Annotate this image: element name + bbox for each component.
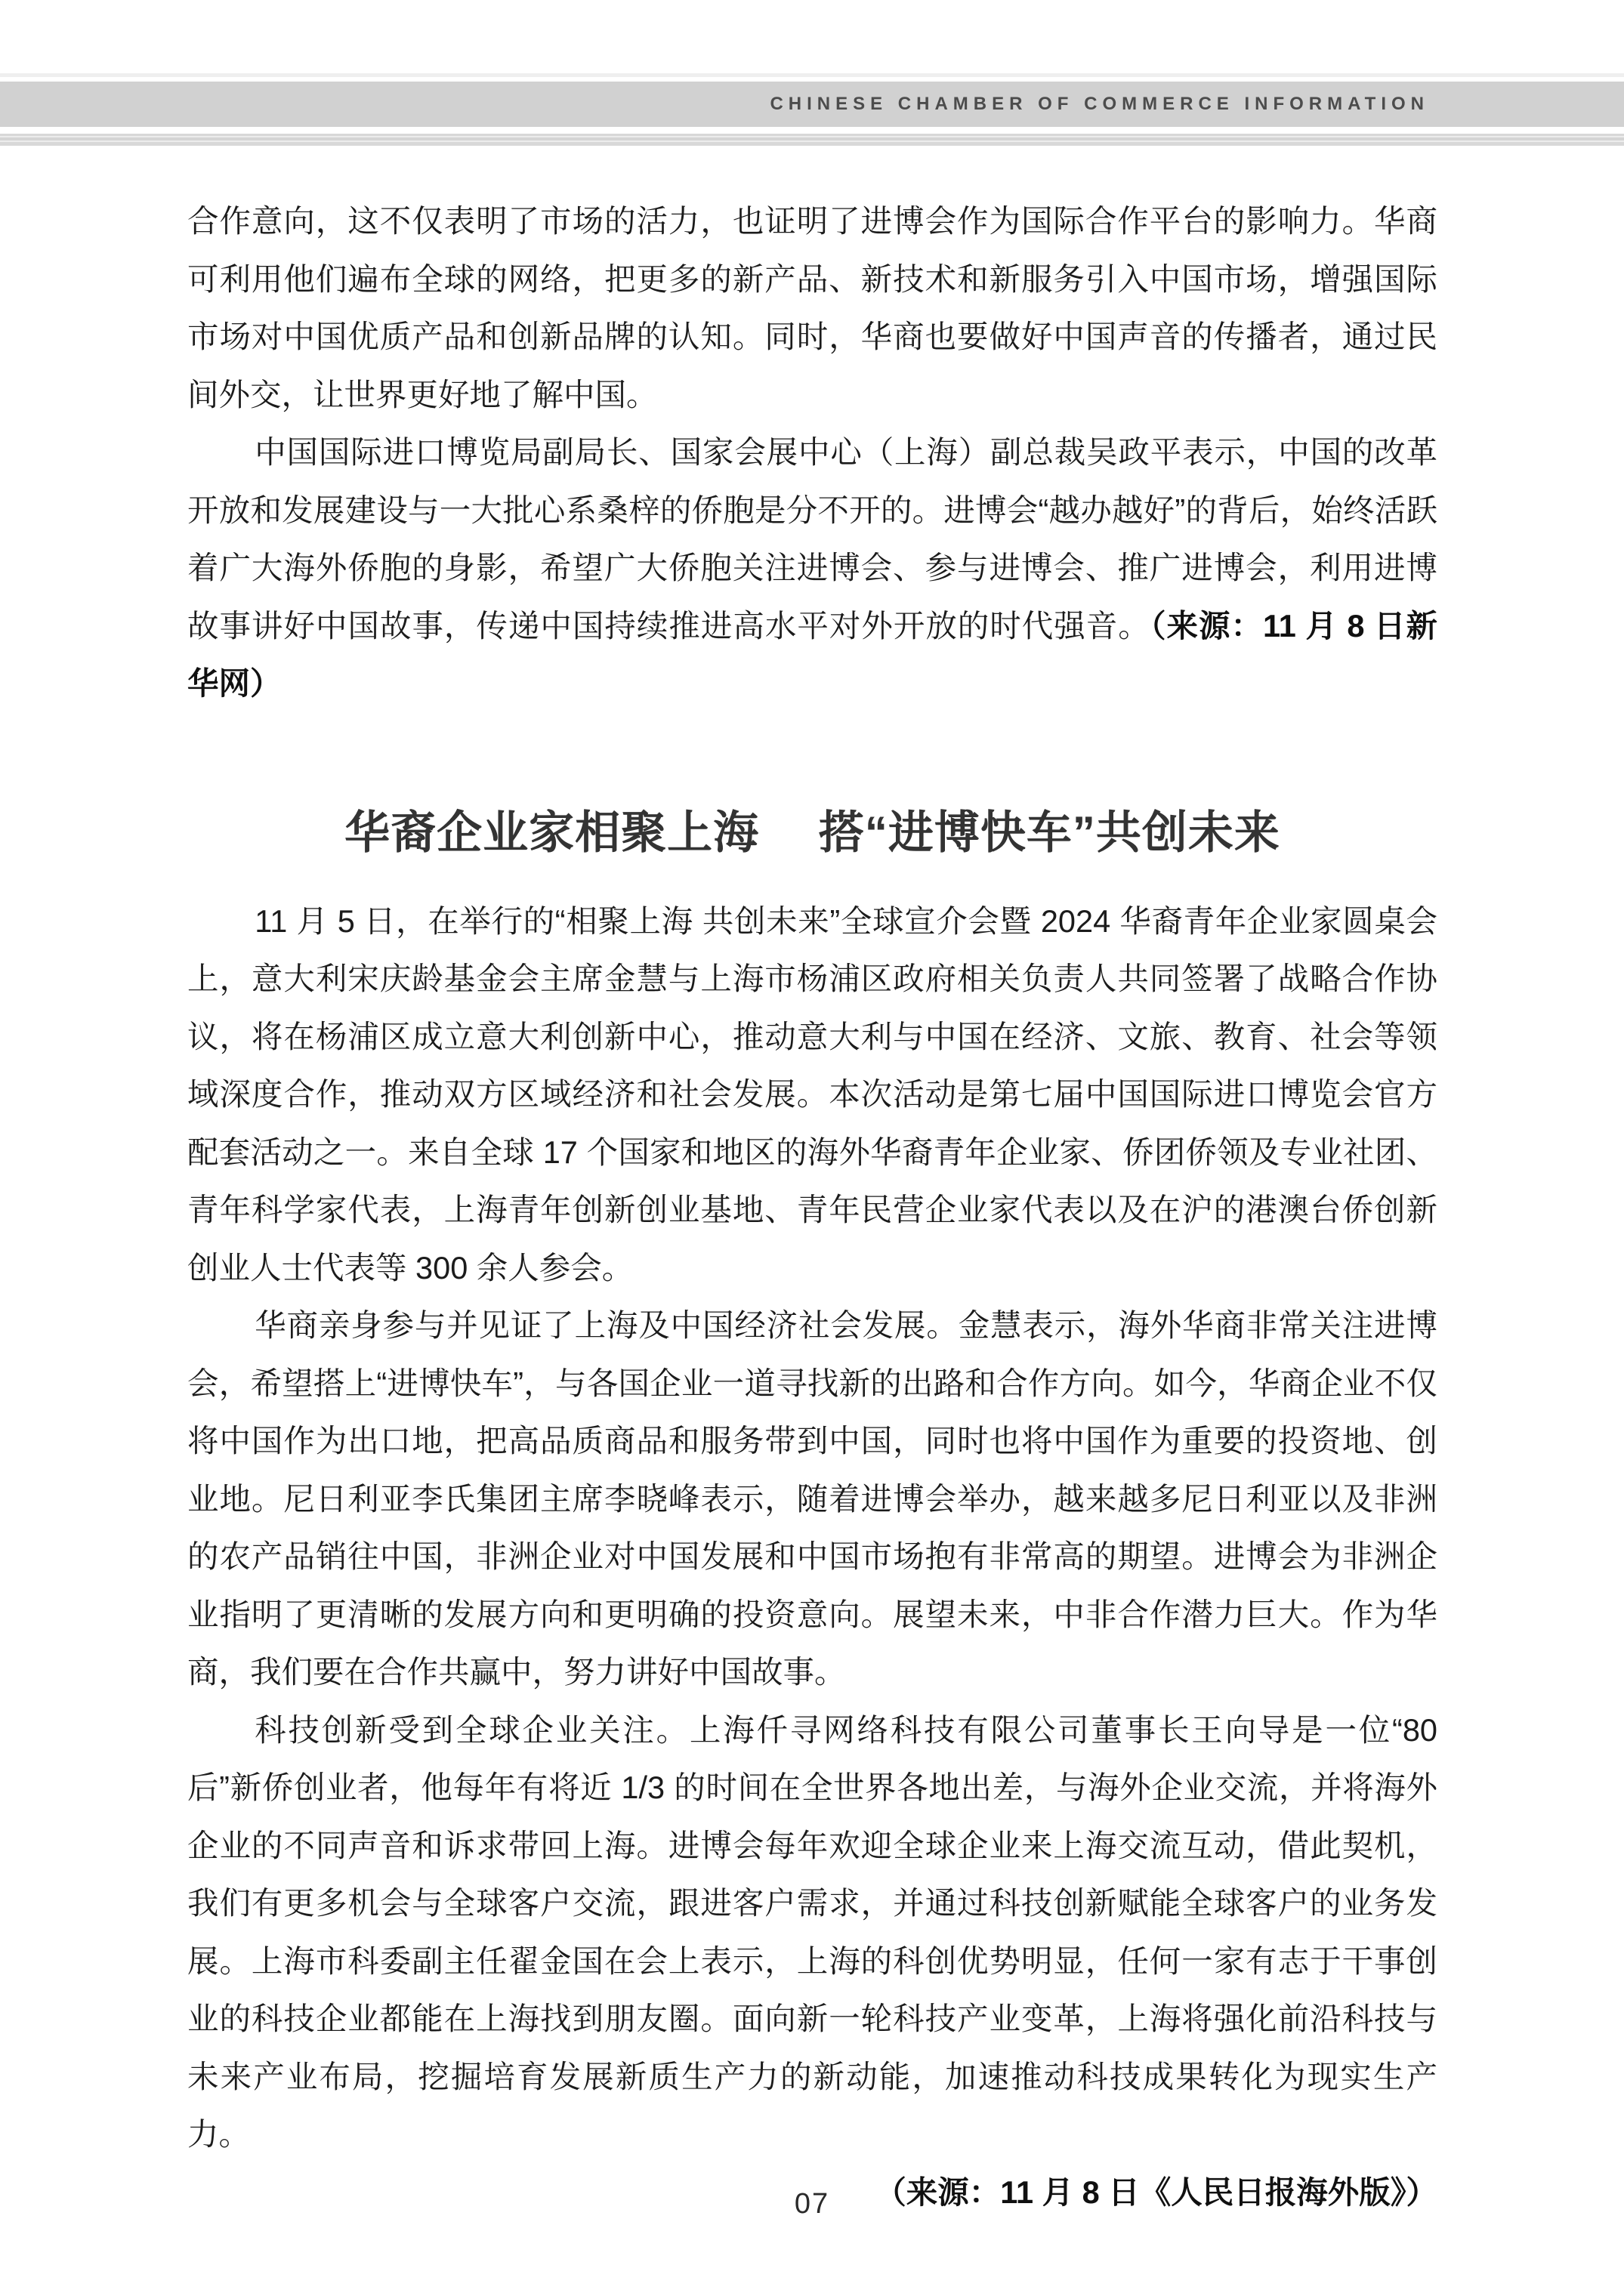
paragraph-continued: 合作意向，这不仅表明了市场的活力，也证明了进博会作为国际合作平台的影响力。华商可利用他们遍布全球的网络，把更多的新产品、新技术和新服务引入中国市场，增强国际市场对中国优质产品和创新品牌的认知。同时，华商也要做好中国声音的传播者，通过民间外交，让世界更好地了解中国。 bbox=[187, 203, 1437, 412]
source-citation-line: （来源：11 月 8 日《人民日报海外版》） bbox=[875, 2174, 1437, 2210]
header-top-rule bbox=[0, 73, 1624, 77]
paragraph: 科技创新受到全球企业关注。上海仟寻网络科技有限公司董事长王向导是一位“80 后”新侨创业者，他每年有将近 1/3 的时间在全世界各地出差，与海外企业交流，并将海外企业的不同声音和诉求带回上海。进博会每年欢迎全球企业来上海交流互动，借此契机，我们有更多机会与全球客户交流，跟进客户需求，并通过科技创新赋能全球客户的业务发展。上海市科委副主任翟金国在会上表示，上海的科创优势明显，任何一家有志于干事创业的科技企业都能在上海找到朋友圈。面向新一轮科技产业变革，上海将强化前沿科技与未来产业布局，挖掘培育发展新质生产力的新动能，加速推动科技成果转化为现实生产力。 bbox=[187, 1711, 1437, 2152]
article-content bbox=[187, 193, 1437, 2221]
page-number: 07 bbox=[794, 2188, 830, 2220]
paragraph-text: 中国国际进口博览局副局长、国家会展中心（上海）副总裁吴政平表示，中国的改革开放和发展建设与一大批心系桑梓的侨胞是分不开的。进博会“越办越好”的背后，始终活跃着广大海外侨胞的身影，希望广大侨胞关注进博会、参与进博会、推广进博会，利用进博故事讲好中国故事，传递中国持续推进高水平对外开放的时代强音。 bbox=[187, 434, 1437, 643]
paragraph bbox=[187, 424, 1437, 713]
header-banner bbox=[0, 82, 1624, 127]
paragraph: 华商亲身参与并见证了上海及中国经济社会发展。金慧表示，海外华商非常关注进博会，希望搭上“进博快车”，与各国企业一道寻找新的出路和合作方向。如今，华商企业不仅将中国作为出口地，把高品质商品和服务带到中国，同时也将中国作为重要的投资地、创业地。尼日利亚李氏集团主席李晓峰表示，随着进博会举办，越来越多尼日利亚以及非洲的农产品销往中国，非洲企业对中国发展和中国市场抱有非常高的期望。进博会为非洲企业指明了更清晰的发展方向和更明确的投资意向。展望未来，中非合作潜力巨大。作为华商，我们要在合作共赢中，努力讲好中国故事。 bbox=[187, 1307, 1437, 1690]
paragraph: 11 月 5 日，在举行的“相聚上海 共创未来”全球宣介会暨 2024 华裔青年企业家圆桌会上，意大利宋庆龄基金会主席金慧与上海市杨浦区政府相关负责人共同签署了战略合作协议，将在杨浦区成立意大利创新中心，推动意大利与中国在经济、文旅、教育、社会等领域深度合作，推动双方区域经济和社会发展。本次活动是第七届中国国际进口博览会官方配套活动之一。来自全球 17 个国家和地区的海外华裔青年企业家、侨团侨领及专业社团、青年科学家代表，上海青年创新创业基地、青年民营企业家代表以及在沪的港澳台侨创新创业人士代表等 300 余人参会。 bbox=[187, 903, 1437, 1285]
article-title: 华裔企业家相聚上海 搭“进博快车”共创未来 bbox=[344, 807, 1280, 858]
header-banner-text: CHINESE CHAMBER OF COMMERCE INFORMATION bbox=[770, 94, 1429, 114]
header-stripe-rule bbox=[0, 134, 1624, 146]
source-citation-inline: （来源：11 月 8 日新华网） bbox=[187, 607, 1437, 701]
